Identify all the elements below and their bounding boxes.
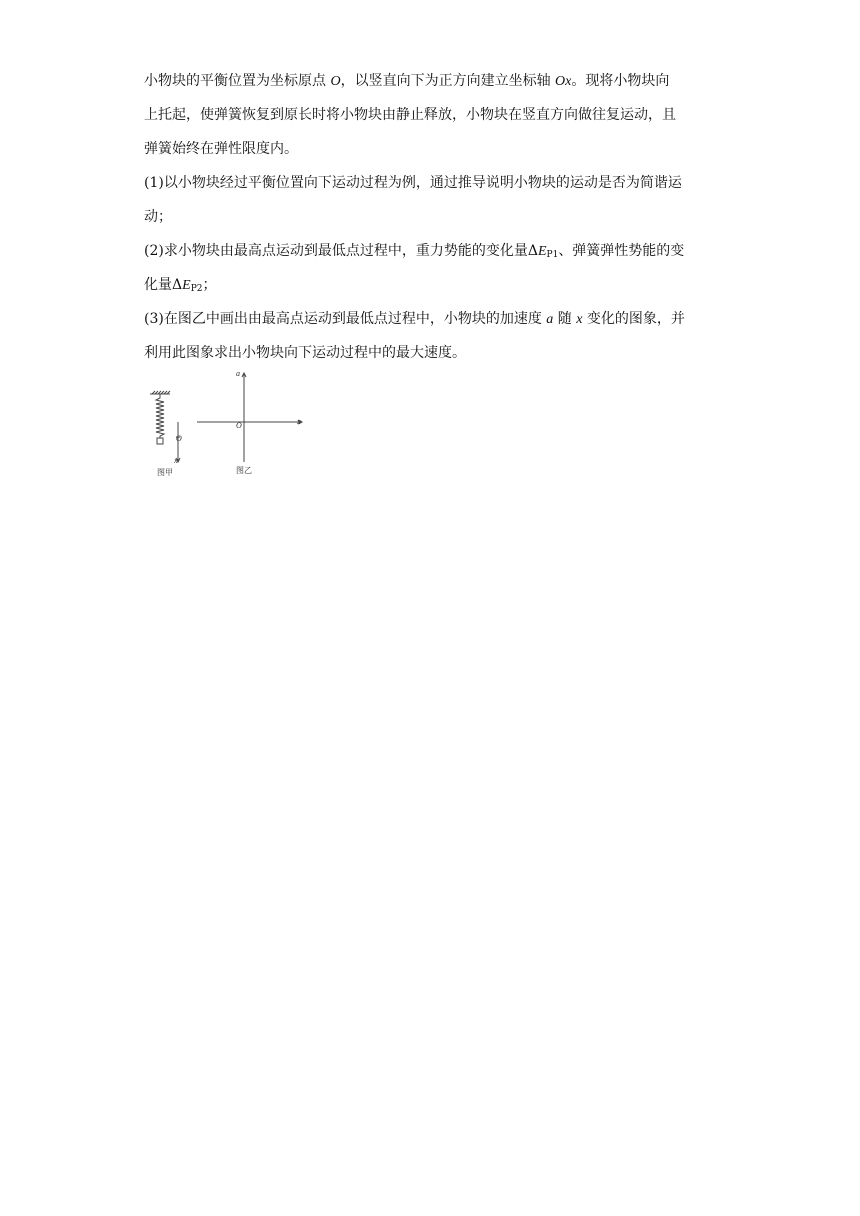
energy-subscript: P1: [546, 250, 559, 260]
text-line-2: 上托起，使弹簧恢复到原长时将小物块由静止释放，小物块在竖直方向做往复运动，且: [144, 107, 676, 123]
question-1-line-1: (1)以小物块经过平衡位置向下运动过程为例，通过推导说明小物块的运动是否为简谐运: [144, 175, 682, 191]
figure-yi-caption: 图乙: [236, 466, 252, 475]
text-segment: (2)求小物块由最高点运动到最低点过程中，重力势能的变化量Δ: [144, 243, 538, 259]
block: [157, 438, 163, 444]
yi-origin-label: O: [236, 421, 242, 430]
text-segment: ；: [202, 277, 217, 293]
spring-coil: [156, 394, 164, 438]
energy-symbol: E: [182, 278, 191, 293]
question-2-line-2: [144, 268, 724, 302]
figures: [140, 366, 340, 486]
text-segment: 化量Δ: [144, 277, 183, 293]
origin-symbol: O: [330, 74, 341, 89]
text-line-1: [144, 64, 724, 98]
axis-symbol: Ox: [555, 74, 572, 89]
variable-x: x: [576, 312, 583, 327]
jia-axis-label: x: [174, 456, 178, 465]
text-segment: 小物块的平衡位置为坐标原点: [144, 73, 331, 89]
variable-a: a: [546, 312, 554, 327]
yi-x-label: x: [297, 417, 301, 426]
text-segment: 随: [553, 311, 577, 327]
question-2-line-1: [144, 234, 724, 268]
text-segment: ，以竖直向下为正方向建立坐标轴: [340, 73, 556, 89]
yi-a-label: a: [236, 369, 240, 378]
question-text: [144, 64, 724, 370]
text-segment: 。现将小物块向: [571, 73, 670, 89]
question-3-line-2: 利用此图象求出小物块向下运动过程中的最大速度。: [144, 345, 466, 361]
energy-subscript: P2: [190, 284, 203, 294]
text-segment: 、弹簧弹性势能的变: [558, 243, 685, 259]
text-segment: 变化的图象，并: [582, 311, 685, 327]
text-line-3: 弹簧始终在弹性限度内。: [144, 141, 298, 157]
jia-origin-label: O: [176, 434, 182, 443]
question-1-line-2: 动；: [144, 209, 172, 225]
figure-jia-caption: 图甲: [157, 468, 173, 477]
text-segment: (3)在图乙中画出由最高点运动到最低点过程中，小物块的加速度: [144, 311, 547, 327]
question-3-line-1: [144, 302, 724, 336]
energy-symbol: E: [537, 244, 547, 259]
